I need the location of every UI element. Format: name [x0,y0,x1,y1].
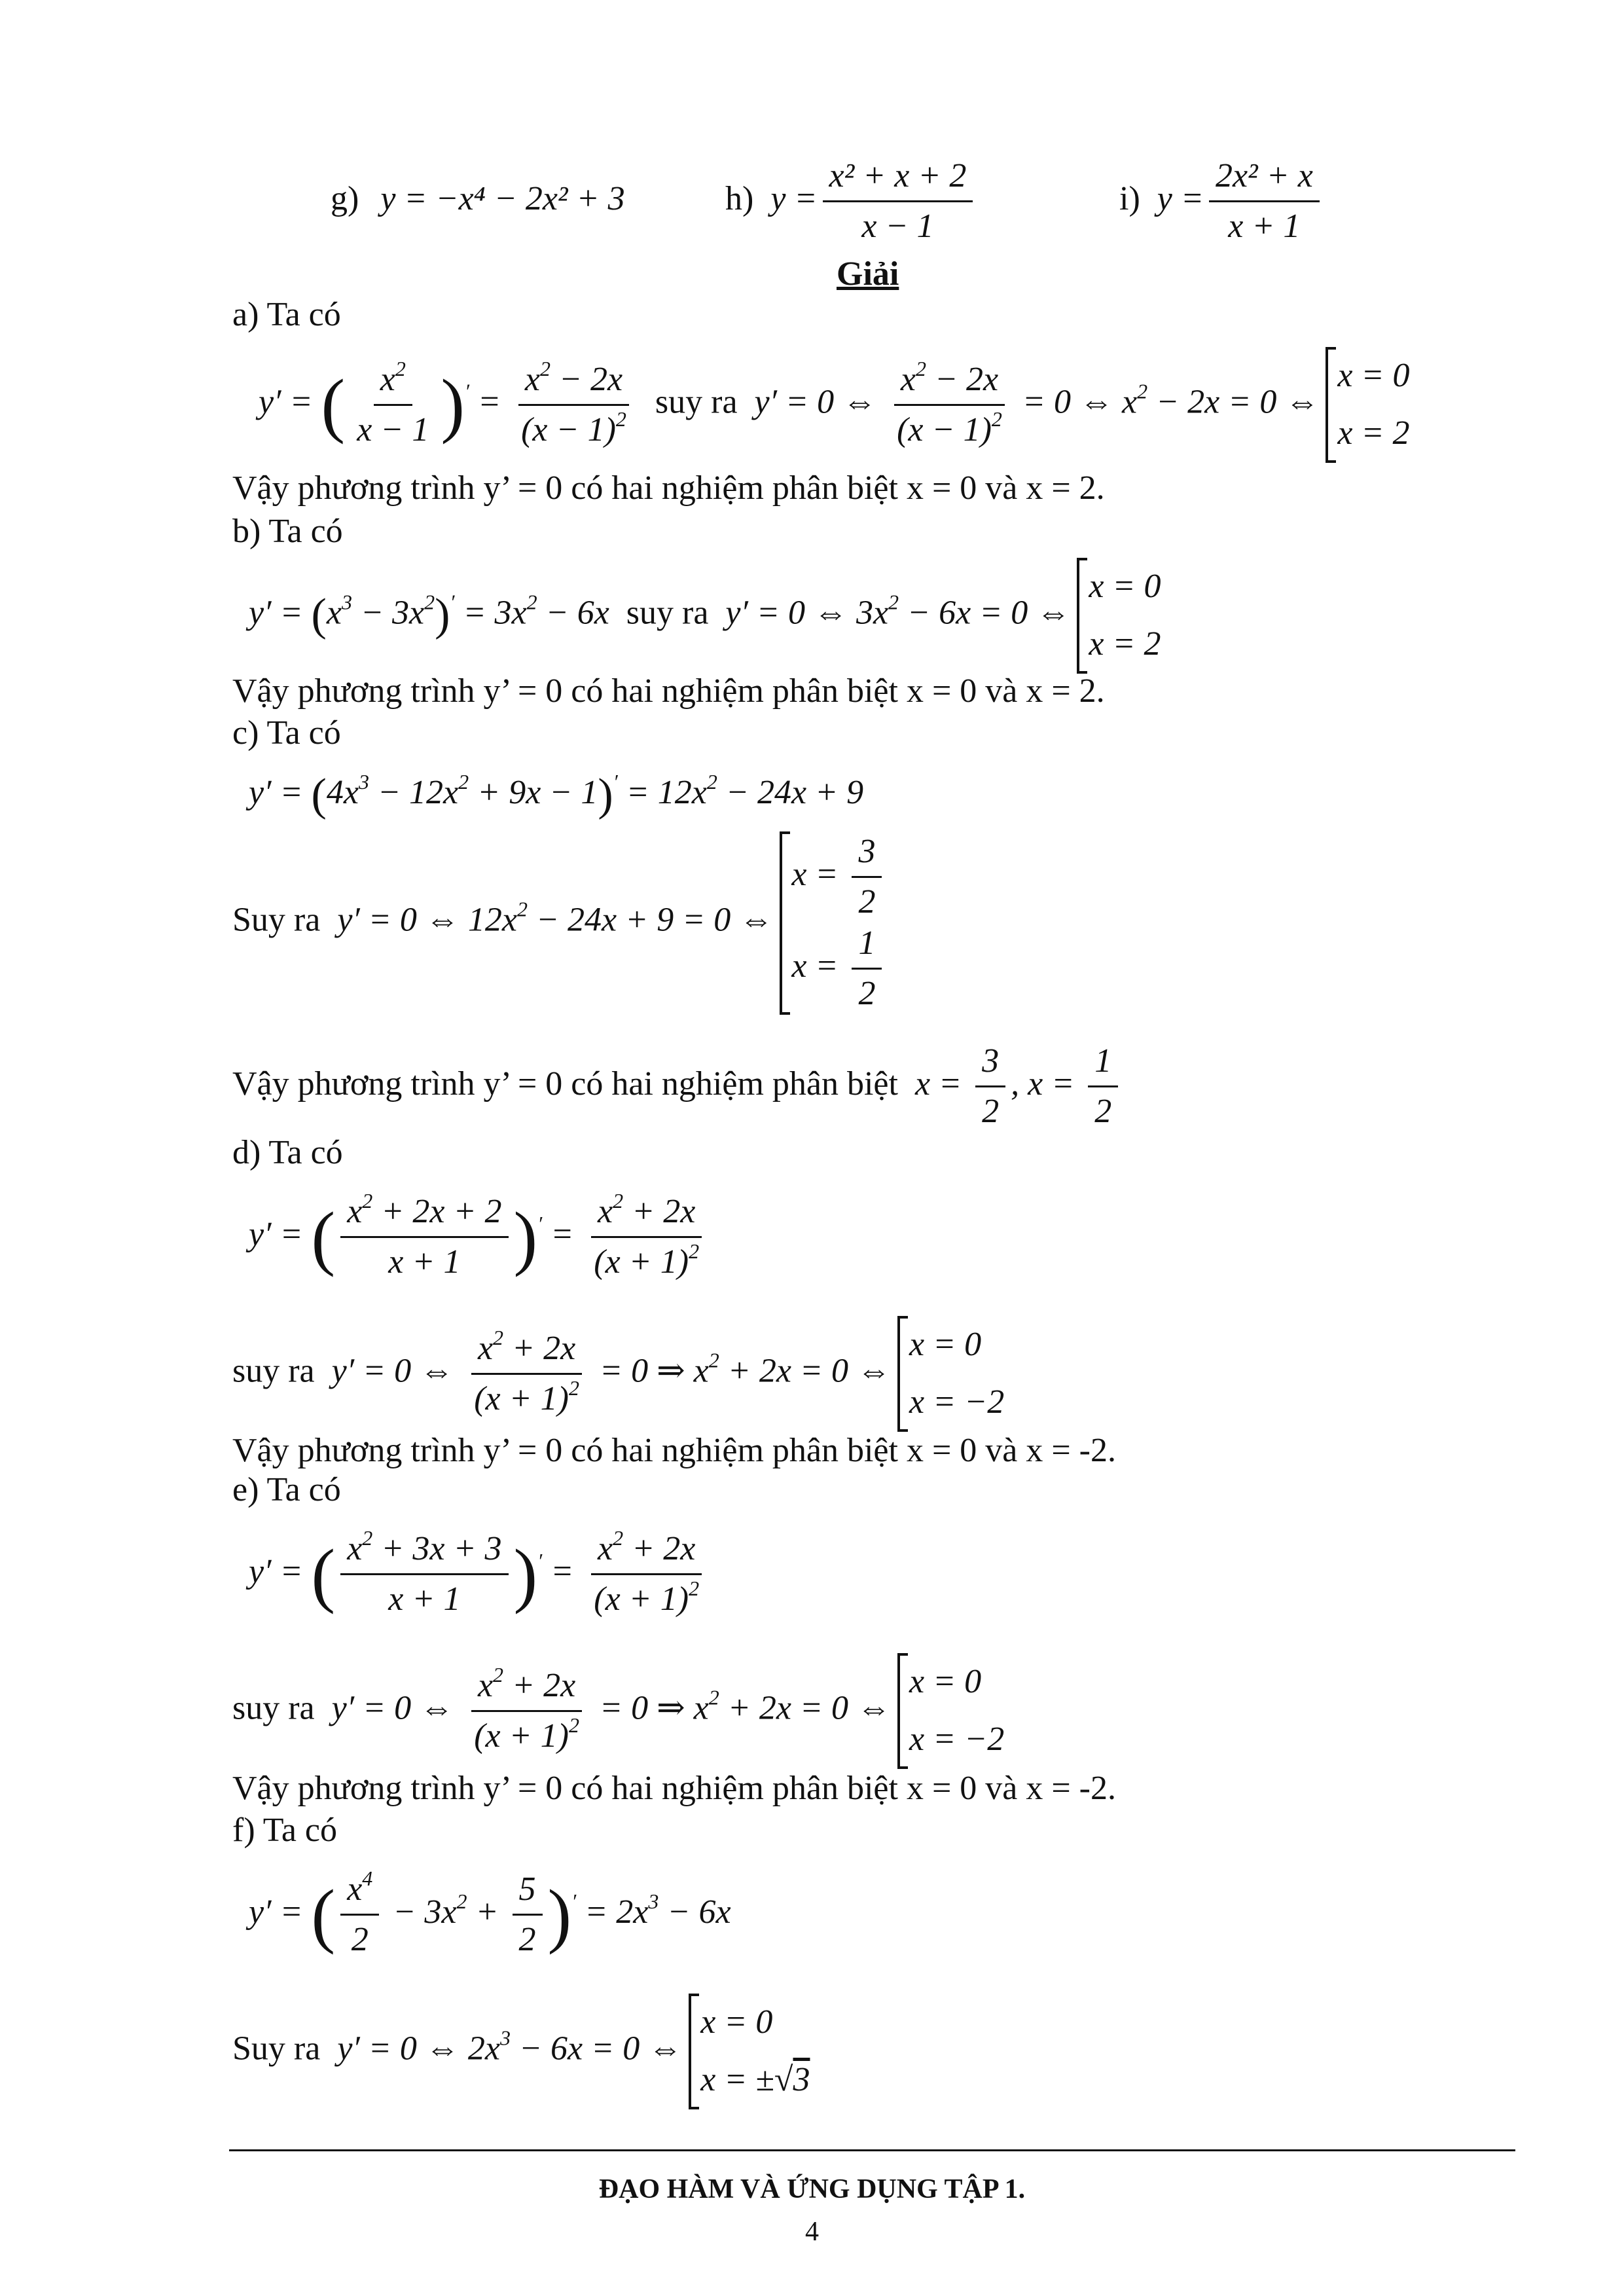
page-number: 4 [805,2217,819,2247]
part-f-solve: Suy ra y′ = 0 ⇔ $2x^3 - 6x = 0$ ⇔ x = 0 x = ±√3 [232,1994,810,2109]
part-a-conclusion: Vậy phương trình y’ = 0 có hai nghiệm phân biệt x = 0 và x = 2. [232,469,1105,507]
part-a-label: a) Ta có [232,296,341,333]
problem-i-denominator: x + 1 [1228,208,1301,246]
part-d-label: d) Ta có [232,1134,343,1171]
part-d-suy-ra: suy ra [232,1352,315,1390]
solution-heading: Giải [837,255,899,293]
part-e-conclusion: Vậy phương trình y’ = 0 có hai nghiệm phân biệt x = 0 và x = -2. [232,1770,1116,1807]
part-b-derivative: $y' = (x^3 - 3x^2)' = 3x^2 - 6x$ suy ra y′ = 0 ⇔ $3x^2 - 6x = 0$ ⇔ x = 0 x = 2 [249,558,1161,674]
part-e-suy-ra: suy ra [232,1689,315,1727]
problem-h-label: h) [725,179,754,217]
part-e-derivative: y′ = ( $\frac{x^2 + 3x + 3}{x + 1}$ )′ = $\frac{x^2 + 2x}{(x + 1)^2}$ [249,1529,711,1620]
part-f-label: f) Ta có [232,1812,337,1849]
part-f-derivative: y′ = ( $\frac{x^4}{2}$ − $3x^2$ + $\frac{5}{2}$ )$' = 2x^3 - 6x$ [249,1867,731,1959]
part-e-label: e) Ta có [232,1471,341,1508]
problem-i: i) y = $\frac{\text{2x² + x}}{x + 1}$ [1119,156,1325,247]
part-b-conclusion: Vậy phương trình y’ = 0 có hai nghiệm phân biệt x = 0 và x = 2. [232,672,1105,710]
problem-g-expr: y = −x⁴ − 2x² + 3 [380,180,625,217]
part-b-label: b) Ta có [232,513,343,550]
footer-title: ĐẠO HÀM VÀ ỨNG DỤNG TẬP 1. [598,2174,1026,2204]
part-c-label: c) Ta có [232,714,341,752]
part-a-derivative: y′ = ( $\frac{x^2}{x - 1}$ )′ = $\frac{x^2 - 2x}{(x - 1)^2}$ suy ra y′ = 0 ⇔ $\frac{x^2 - 2x}{(x - 1)^2}$ = 0 ⇔ $x^2 - 2x = 0$ ⇔ x = 0 x = 2 [259,347,1410,463]
part-d-conclusion: Vậy phương trình y’ = 0 có hai nghiệm phân biệt x = 0 và x = -2. [232,1432,1116,1469]
problem-h-denominator: x − 1 [861,208,934,246]
part-c-solve: Suy ra y′ = 0 ⇔ $12x^2 - 24x + 9 = 0$ ⇔ x = $\frac{3}{2}$ x = $\frac{1}{2}$ [232,831,887,1015]
problem-g [331,182,625,216]
footer-rule [229,2149,1515,2151]
part-e-solve: suy ra y′ = 0 ⇔ $\frac{x^2 + 2x}{(x + 1)^2}$ = 0 ⇒ $x^2 + 2x = 0$ ⇔ x = 0 x = −2 [232,1653,1004,1769]
problem-i-numerator: 2x² + x [1209,156,1320,202]
part-d-derivative: y′ = ( $\frac{x^2 + 2x + 2}{x + 1}$ )′ = $\frac{x^2 + 2x}{(x + 1)^2}$ [249,1192,711,1283]
part-c-derivative: $y' = (4x^3 - 12x^2 + 9x - 1)' = 12x^2 - 24x + 9$ [249,769,864,820]
problem-h-numerator: x² + x + 2 [823,156,973,202]
problem-h: h) y = $\frac{\text{x² + x + 2}}{x - 1}$ [725,156,978,247]
part-c-suy-ra: Suy ra [232,901,321,939]
part-d-solve: suy ra y′ = 0 ⇔ $\frac{x^2 + 2x}{(x + 1)^2}$ = 0 ⇒ $x^2 + 2x = 0$ ⇔ x = 0 x = −2 [232,1316,1004,1432]
part-f-suy-ra: Suy ra [232,2030,321,2068]
problem-g-label: g) [331,180,359,217]
problem-i-label: i) [1119,179,1140,217]
part-c-conclusion-text: Vậy phương trình y’ = 0 có hai nghiệm phân biệt [232,1065,898,1102]
part-c-conclusion: Vậy phương trình y’ = 0 có hai nghiệm phân biệt x = $\frac{3}{2}$ , x = $\frac{1}{2}$ [232,1041,1123,1133]
